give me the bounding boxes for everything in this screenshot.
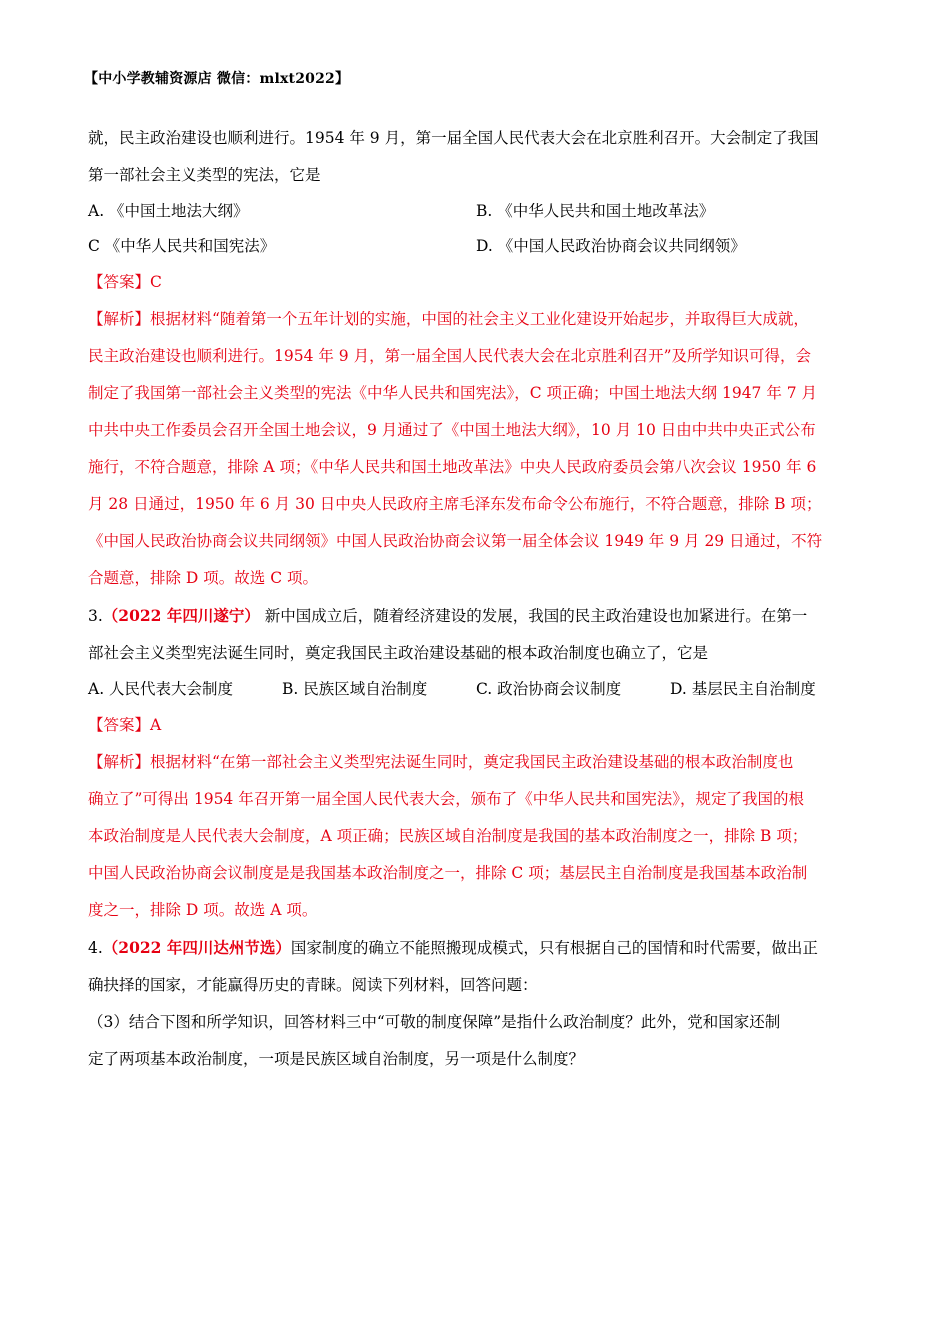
- q3-source: （2022 年四川遂宁）: [102, 606, 260, 625]
- q3-analysis-line-2: 确立了”可得出 1954 年召开第一届全国人民代表大会，颁布了《中华人民共和国宪法》，规定了我国的根: [88, 790, 804, 808]
- q2-analysis-line-5: 施行，不符合题意，排除 A 项；《中华人民共和国土地改革法》中央人民政府委员会第八次会议 1950 年 6: [88, 458, 817, 476]
- q3-options: [88, 672, 868, 707]
- q2-stem-line-1: 就，民主政治建设也顺利进行。1954 年 9 月，第一届全国人民代表大会在北京胜利召开。大会制定了我国: [88, 129, 819, 147]
- q3-stem-text: 新中国成立后，随着经济建设的发展，我国的民主政治建设也加紧进行。在第一: [259, 607, 808, 625]
- q2-answer: 【答案】C: [88, 273, 162, 291]
- q3-stem-line-1: [88, 597, 868, 635]
- q3-stem-line-2: 部社会主义类型宪法诞生同时，奠定我国民主政治建设基础的根本政治制度也确立了，它是: [88, 644, 709, 662]
- q2-analysis-line-2: 民主政治建设也顺利进行。1954 年 9 月，第一届全国人民代表大会在北京胜利召开”及所学知识可得，会: [88, 347, 812, 365]
- q2-options-row-2: [88, 229, 868, 264]
- q2-option-d: D. 《中国人民政治协商会议共同纲领》: [476, 237, 746, 255]
- q2-analysis-line-4: 中共中央工作委员会召开全国土地会议，9 月通过了《中国土地法大纲》，10 月 10 日由中共中央正式公布: [88, 421, 816, 439]
- q2-option-b: B. 《中华人民共和国土地改革法》: [476, 202, 715, 220]
- q3-answer: 【答案】A: [88, 716, 162, 734]
- q3-analysis-line-1: 【解析】根据材料“在第一部社会主义类型宪法诞生同时，奠定我国民主政治建设基础的根本政治制度也: [88, 753, 794, 771]
- q4-sub-question-line-2: 定了两项基本政治制度，一项是民族区域自治制度，另一项是什么制度？: [88, 1050, 585, 1068]
- q4-stem-line-1: [88, 929, 868, 967]
- q2-analysis-line-6: 月 28 日通过，1950 年 6 月 30 日中央人民政府主席毛泽东发布命令公布施行，不符合题意，排除 B 项；: [88, 495, 822, 513]
- q2-analysis-line-8: 合题意，排除 D 项。故选 C 项。: [88, 569, 318, 587]
- q3-number: 3.: [88, 607, 103, 625]
- q4-stem-text: 国家制度的确立不能照搬现成模式，只有根据自己的国情和时代需要，做出正: [290, 939, 818, 957]
- q4-stem-line-2: 确抉择的国家，才能赢得历史的青睐。阅读下列材料，回答问题：: [88, 976, 538, 994]
- q3-analysis-line-3: 本政治制度是人民代表大会制度，A 项正确；民族区域自治制度是我国的基本政治制度之一，排除 B 项；: [88, 827, 808, 845]
- document-content: [88, 120, 868, 1078]
- q3-analysis-line-5: 度之一，排除 D 项。故选 A 项。: [88, 901, 318, 919]
- q3-analysis: [88, 744, 868, 929]
- q3-option-d: D. 基层民主自治制度: [670, 680, 816, 698]
- q4-source: （2022 年四川达州节选）: [102, 938, 291, 957]
- page-header: 【中小学教辅资源店 微信：mlxt2022】: [84, 71, 350, 87]
- q2-option-c: C 《中华人民共和国宪法》: [88, 237, 276, 255]
- q2-analysis-line-3: 制定了我国第一部社会主义类型的宪法《中华人民共和国宪法》，C 项正确；中国土地法大纲 1947 年 7 月: [88, 384, 818, 402]
- q2-stem-line-2: 第一部社会主义类型的宪法，它是: [88, 166, 321, 184]
- q2-options-row-1: [88, 194, 868, 229]
- q2-analysis: [88, 301, 868, 597]
- q3-option-a: A. 人民代表大会制度: [88, 680, 234, 698]
- q2-analysis-line-7: 《中国人民政治协商会议共同纲领》中国人民政治协商会议第一届全体会议 1949 年 9 月 29 日通过，不符: [88, 532, 823, 550]
- q4-number: 4.: [88, 939, 103, 957]
- q3-analysis-line-4: 中国人民政治协商会议制度是是我国基本政治制度之一，排除 C 项；基层民主自治制度是我国基本政治制: [88, 864, 808, 882]
- q4-sub-question-line-1: （3）结合下图和所学知识，回答材料三中“可敬的制度保障”是指什么政治制度？此外，党和国家还制: [88, 1013, 781, 1031]
- q2-option-a: A. 《中国土地法大纲》: [88, 202, 249, 220]
- q3-option-c: C. 政治协商会议制度: [476, 680, 622, 698]
- q3-option-b: B. 民族区域自治制度: [282, 680, 428, 698]
- q2-analysis-line-1: 【解析】根据材料“随着第一个五年计划的实施，中国的社会主义工业化建设开始起步，并取得巨大成就，: [88, 310, 809, 328]
